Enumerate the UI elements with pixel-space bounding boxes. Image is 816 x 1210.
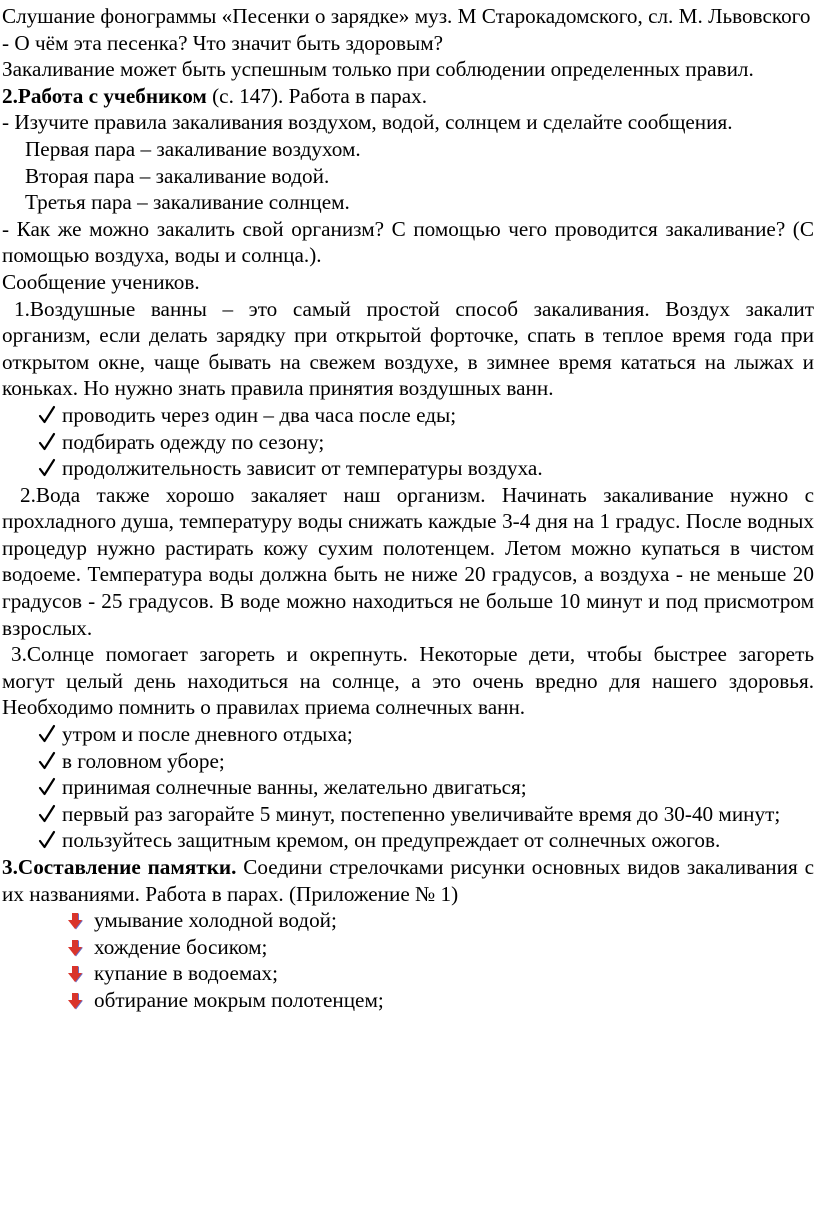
section-3-title: 3.Составление памятки.	[2, 855, 237, 879]
water-paragraph: 2.Вода также хорошо закаляет наш организм. Начинать закаливание нужно с прохладного душа, температуру воды снижать каждые 3-4 дня на 1 градус. После водных процедур нужно растирать кожу сухим полотенцем. Летом можно купаться в чистом водоеме. Температура воды должна быть не ниже 20 градусов, а воздуха - не меньше 20 градусов - 25 градусов. В воде можно находиться не больше 10 минут и под присмотром взрослых.	[2, 482, 814, 640]
listening-paragraph: Слушание фонограммы «Песенки о зарядке» муз. М Старокадомского, сл. М. Львовского	[2, 4, 811, 28]
pair-line: Третья пара – закаливание солнцем.	[25, 190, 350, 215]
sun-rules-list	[2, 721, 814, 854]
question-2-paragraph: - Как же можно закалить свой организм? С помощью чего проводится закаливание? (С помощью воздуха, воды и солнца.).	[2, 216, 814, 268]
list-item-text: подбирать одежду по сезону;	[62, 429, 325, 454]
arrow-down-icon	[66, 912, 84, 930]
arrow-down-icon	[66, 939, 84, 957]
list-item	[2, 748, 814, 775]
list-item-text: утром и после дневного отдыха;	[62, 722, 353, 747]
list-item-text: обтирание мокрым полотенцем;	[94, 987, 384, 1012]
reports-heading: Сообщение учеников.	[2, 269, 200, 294]
section-3-heading	[2, 854, 814, 907]
list-item	[2, 827, 814, 854]
air-baths-paragraph: 1.Воздушные ванны – это самый простой способ закаливания. Воздух закалит организм, если делать зарядку при открытой форточке, спать в теплое время года при открытом окне, чаще бывать на свежем воздухе, в зимнее время кататься на лыжах и коньках. Но нужно знать правила принятия воздушных ванн.	[2, 296, 814, 401]
section-2-rest: (с. 147). Работа в парах.	[206, 83, 428, 108]
study-paragraph: - Изучите правила закаливания воздухом, водой, солнцем и сделайте сообщения.	[2, 110, 733, 135]
check-icon	[38, 774, 56, 800]
arrow-down-icon	[66, 992, 84, 1010]
section-2-heading	[2, 83, 814, 110]
check-icon	[38, 429, 56, 455]
list-item-text: хождение босиком;	[94, 934, 268, 959]
hardening-paragraph: Закаливание может быть успешным только при соблюдении определенных правил.	[2, 57, 754, 82]
check-icon	[38, 721, 56, 747]
list-item	[2, 987, 814, 1014]
list-item	[2, 801, 814, 828]
check-icon	[38, 455, 56, 481]
air-rules-list	[2, 402, 814, 482]
sun-paragraph: 3.Солнце помогает загореть и окрепнуть. Некоторые дети, чтобы быстрее загореть могут целый день находиться на солнце, а это очень вредно для нашего здоровья. Необходимо помнить о правилах приема солнечных ванн.	[2, 642, 814, 720]
list-item-text: первый раз загорайте 5 минут, постепенно увеличивайте время до 30-40 минут;	[62, 801, 781, 826]
list-item	[2, 402, 814, 429]
list-item	[2, 960, 814, 987]
pair-line: Первая пара – закаливание воздухом.	[25, 136, 361, 161]
list-item	[2, 455, 814, 482]
check-icon	[38, 827, 56, 853]
pair-line: Вторая пара – закаливание водой.	[25, 163, 330, 188]
list-item-text: купание в водоемах;	[94, 961, 279, 986]
list-item-text: пользуйтесь защитным кремом, он предупреждает от солнечных ожогов.	[62, 828, 721, 853]
check-icon	[38, 801, 56, 827]
list-item-text: принимая солнечные ванны, желательно двигаться;	[62, 775, 527, 800]
list-item	[2, 429, 814, 456]
list-item	[2, 934, 814, 961]
list-item	[2, 721, 814, 748]
hardening-types-list	[2, 907, 814, 1013]
question-paragraph: - О чём эта песенка? Что значит быть здоровым?	[2, 30, 444, 55]
list-item	[2, 907, 814, 934]
arrow-down-icon	[66, 965, 84, 983]
list-item	[2, 774, 814, 801]
list-item-text: продолжительность зависит от температуры воздуха.	[62, 456, 543, 481]
list-item-text: в головном уборе;	[62, 748, 225, 773]
check-icon	[38, 748, 56, 774]
section-3-rest: Соедини стрелочками рисунки основных видов закаливания с их названиями. Работа в парах. (Приложение № 1)	[2, 855, 814, 906]
list-item-text: проводить через один – два часа после еды;	[62, 402, 457, 427]
check-icon	[38, 402, 56, 428]
list-item-text: умывание холодной водой;	[94, 908, 337, 933]
section-2-title: 2.Работа с учебником	[2, 83, 207, 108]
